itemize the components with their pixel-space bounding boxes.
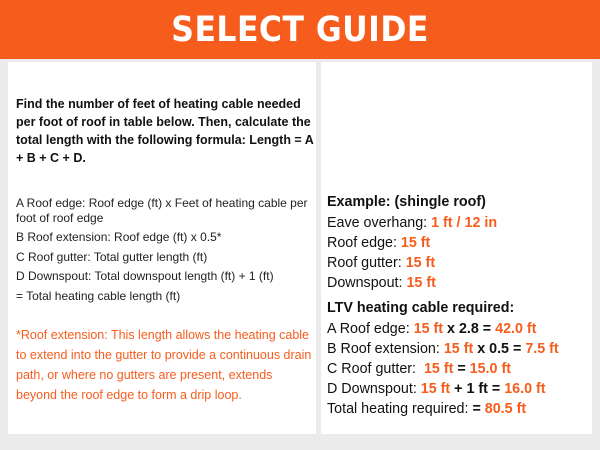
formula-total: = Total heating cable length (ft) — [16, 288, 181, 303]
ltv-total-result: 80.5 ft — [484, 401, 527, 417]
ltv-d-operator: + 1 ft = — [450, 381, 505, 397]
ltv-c-result: 15.0 ft — [469, 361, 511, 377]
header-banner — [0, 0, 600, 59]
example-eave-overhang — [327, 213, 589, 233]
ltv-a-value: 15 ft — [413, 321, 444, 337]
instructions-intro: Find the number of feet of heating cable needed per foot of roof in table below. Then, calculate the total length with the following formula: Length = A + B + C + D. — [16, 97, 314, 165]
formula-list — [16, 196, 312, 308]
eave-value: 1 ft / 12 in — [431, 215, 498, 231]
ltv-c-value: 15 ft — [423, 361, 454, 377]
ltv-roof-extension — [327, 339, 589, 359]
roof-edge-value: 15 ft — [400, 235, 431, 251]
formula-downspout: D Downspout: Total downspout length (ft) + 1 (ft) — [16, 269, 274, 283]
example-roof-gutter — [327, 253, 589, 273]
example-heading: Example: (shingle roof) — [327, 194, 486, 210]
roof-gutter-label: Roof gutter: — [327, 255, 406, 271]
ltv-d-result: 16.0 ft — [504, 381, 546, 397]
example-panel — [321, 62, 592, 434]
roof-edge-label: Roof edge: — [327, 235, 401, 251]
ltv-a-label: A Roof edge: — [327, 321, 414, 337]
roof-gutter-value: 15 ft — [405, 255, 436, 271]
example-downspout — [327, 273, 589, 293]
ltv-heading: LTV heating cable required: — [327, 300, 515, 316]
roof-extension-footnote: *Roof extension: This length allows the heating cable to extend into the gutter to provide a continuous drain path, or where no gutters are present, extends beyond the roof edge to form a drip loop. — [16, 328, 312, 402]
eave-label: Eave overhang: — [327, 215, 432, 231]
ltv-d-value: 15 ft — [420, 381, 451, 397]
ltv-c-label: C Roof gutter: — [327, 361, 424, 377]
example-block — [327, 192, 589, 419]
ltv-b-value: 15 ft — [443, 341, 474, 357]
formula-roof-gutter: C Roof gutter: Total gutter length (ft) — [16, 249, 208, 264]
formula-roof-edge: A Roof edge: Roof edge (ft) x Feet of heating cable per foot of roof edge — [16, 196, 308, 225]
ltv-total-operator: = — [472, 401, 485, 417]
instructions-panel — [8, 62, 316, 434]
ltv-c-operator: = — [453, 361, 470, 377]
ltv-b-result: 7.5 ft — [525, 341, 559, 357]
downspout-value: 15 ft — [406, 275, 436, 291]
ltv-total-label: Total heating required: — [327, 401, 473, 417]
downspout-label: Downspout: — [327, 275, 407, 291]
ltv-downspout — [327, 379, 589, 399]
ltv-roof-edge — [327, 319, 589, 339]
example-roof-edge — [327, 233, 589, 253]
ltv-total — [327, 399, 589, 419]
ltv-roof-gutter — [327, 359, 589, 379]
ltv-b-operator: x 0.5 = — [473, 341, 526, 357]
page-title: SELECT GUIDE — [171, 9, 429, 50]
ltv-b-label: B Roof extension: — [327, 341, 444, 357]
ltv-d-label: D Downspout: — [327, 381, 421, 397]
formula-roof-extension: B Roof extension: Roof edge (ft) x 0.5* — [16, 230, 222, 244]
ltv-a-result: 42.0 ft — [495, 321, 537, 337]
ltv-a-operator: x 2.8 = — [443, 321, 496, 337]
